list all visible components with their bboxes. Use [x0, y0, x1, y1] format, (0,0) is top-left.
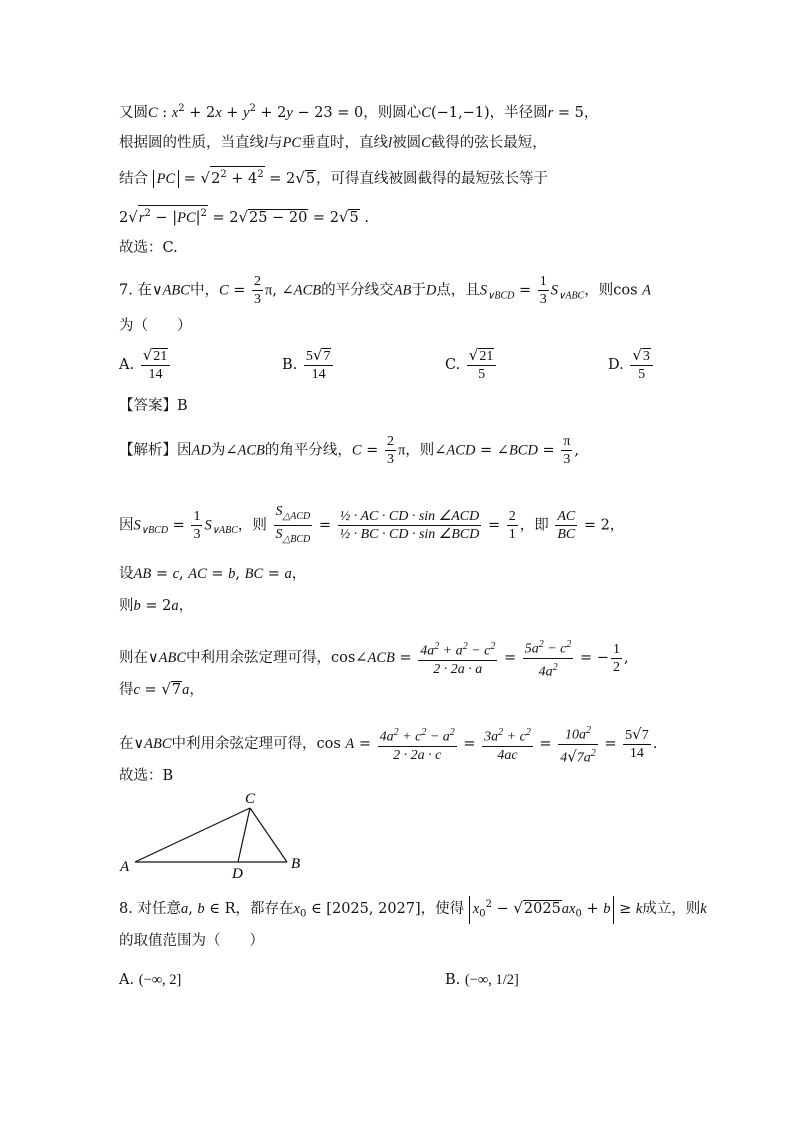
text: ， [583, 104, 599, 121]
text: ，则圆心 [363, 104, 422, 121]
text: 于 [411, 282, 426, 299]
text: 因 [119, 517, 134, 534]
text: 的平分线交 [321, 282, 394, 299]
text: 垂直时，直线 [301, 135, 389, 151]
label-b: B [291, 856, 301, 872]
q7-analysis-2: 因$S_{\vee BCD}$ = $\frac{1}{3}$ $S_{\vee ABC}$，则 $\frac{S_{\triangle ACD}}{S_{\triangle BCD}}$ = $\frac{\text{½ · AC · CD · sin ∠ACD}}{\text{½ · BC · CD · sin ∠BCD}}$ = $\frac{2}{1}$ ，即 $\frac{AC}{BC}$ = 2， [119, 504, 625, 545]
option-label: B. [445, 972, 461, 988]
text: ，则 [237, 517, 267, 534]
solution-line-pc: 结合 PC = $√2^2 + 4^2 = 2√5$，可得直线被圆截得的最短弦长等于 [119, 166, 548, 189]
q7-answer: 【答案】B [119, 398, 188, 414]
q7-analysis-4: 则b = 2a， [119, 598, 194, 614]
option-text: (−∞, 2] [138, 972, 182, 988]
question-number: 8. [119, 900, 133, 917]
q7-analysis-7: 在∨ABC中利用余弦定理可得，cos A = $\frac{4a^2 + c^2 - a^2}{2 \cdot 2a \cdot c}$ = $\frac{3a^2 + c^2}{4ac}$ = $\frac{10a^2}{4√7a^2}$ = $\frac{5√7}{14}$ . [119, 722, 657, 766]
q7-analysis-1: 【解析】因AD为∠ACB的角平分线，C = $\frac{2}{3}$ π，则∠ACD = ∠BCD = $\frac{\pi}{3}$ , [119, 434, 580, 467]
question-number: 7. [119, 282, 133, 299]
option-num: 21 [479, 349, 494, 364]
option-den: 5 [478, 367, 486, 382]
text: ，使得 [420, 900, 465, 917]
option-num: 21 [153, 349, 168, 364]
q7-analysis-5: 则在∨ABC中利用余弦定理可得，cos∠ACB = $\frac{4a^2 + a^2 - c^2}{2 \cdot 2a \cdot a}$ = $\frac{5a^2 - c^2}{4a^2}$ = − $\frac{1}{2}$ , [119, 636, 629, 680]
text: 中利用余弦定理可得， [171, 736, 317, 753]
option-label: A. [119, 972, 135, 988]
option-label: B. [282, 357, 298, 373]
q7-option-c[interactable]: C. $\frac{√21}{5}$ [445, 347, 498, 383]
q7-option-d[interactable]: D. $\frac{√3}{5}$ [608, 347, 655, 383]
text: 中利用余弦定理可得， [186, 650, 332, 667]
text: 与 [268, 135, 283, 151]
option-text: (−∞, 1/2] [464, 972, 519, 988]
text: 的角平分线， [264, 442, 352, 459]
q7-option-b[interactable]: B. $\frac{5√7}{14}$ [282, 347, 335, 383]
q7-analysis-3: 设AB = c, AC = b, BC = a， [119, 566, 307, 582]
option-label: D. [608, 357, 624, 373]
option-den: 14 [148, 367, 163, 382]
q8-option-b[interactable] [445, 972, 519, 989]
text: 因 [177, 442, 192, 459]
text: ，则 [584, 282, 614, 299]
text: 为 [210, 442, 226, 459]
triangle-figure [115, 788, 315, 880]
text: 设 [119, 566, 134, 582]
option-den: 14 [311, 367, 326, 382]
segment-ac [135, 808, 250, 862]
text: 被圆 [392, 135, 422, 151]
label-d: D [232, 866, 243, 880]
option-num: 7 [323, 349, 331, 364]
solution-line-circle: 又圆C : $x^2 + 2x + y^2 + 2y - 23 = 0$，则圆心C(−1,−1)，半径圆r = 5， [119, 103, 599, 121]
text: 则 [119, 598, 134, 614]
segment-bc [250, 808, 287, 862]
q7-stem: 7. 在∨ABC中，C = $\frac{2}{3}$ π, ∠ACB的平分线交AB于D点，且$S_{\vee BCD}$ = $\frac{1}{3}$ $S_{\vee ABC}$，则cos A [119, 274, 651, 307]
q8-stem-tail: 的取值范围为（ ） [119, 933, 264, 949]
text: ，则 [405, 442, 435, 459]
text: ，半径圆 [489, 104, 548, 121]
segment-cd [238, 808, 250, 862]
option-label: C. [445, 357, 461, 373]
q7-option-a[interactable]: A. $\frac{√21}{14}$ [119, 347, 172, 383]
solution-line-chord: $2√r^2 - |PC|^2 = 2√25 - 20 = 2√5$ . [119, 205, 369, 228]
text: 结合 [119, 170, 148, 187]
text: 对任意 [137, 900, 181, 917]
solution-line-property: 根据圆的性质，当直线l与PC垂直时，直线l被圆C截得的弦长最短， [119, 135, 547, 151]
text: ，即 [519, 517, 549, 534]
q7-stem-tail: 为（ ） [119, 318, 192, 334]
q7-analysis-6: 得c = √7a， [119, 680, 204, 698]
text: 在 [137, 282, 152, 299]
q8-stem: 8. 对任意a, b ∈ R，都存在$x_0$ ∈ [2025, 2027]，使得 $x_0^2 - √2025ax_0 + b \ge k$成立，则k [119, 896, 707, 925]
q7-analysis-8: 故选：B [119, 768, 174, 784]
label-c: C [245, 791, 256, 807]
text: ，可得直线被圆截得的最短弦长等于 [316, 170, 549, 187]
text: ，都存在 [235, 900, 294, 917]
text: 得 [119, 682, 134, 698]
text: 点，且 [436, 282, 480, 299]
text: 中， [189, 282, 219, 299]
text: 又圆 [119, 104, 148, 121]
text: 截得的弦长最短， [430, 135, 547, 151]
text: 根据圆的性质，当直线 [119, 135, 264, 151]
option-coef: 5 [305, 349, 313, 364]
label-a: A [120, 859, 130, 875]
option-label: A. [119, 357, 135, 373]
analysis-label: 【解析】 [119, 442, 177, 459]
text: 在 [119, 736, 134, 753]
q8-option-a[interactable] [119, 972, 181, 989]
answer-line-prev: 故选：C. [119, 240, 178, 256]
option-den: 5 [638, 367, 646, 382]
text: 成立，则 [642, 900, 701, 917]
option-num: 3 [642, 349, 650, 364]
text: 则在 [119, 650, 148, 667]
